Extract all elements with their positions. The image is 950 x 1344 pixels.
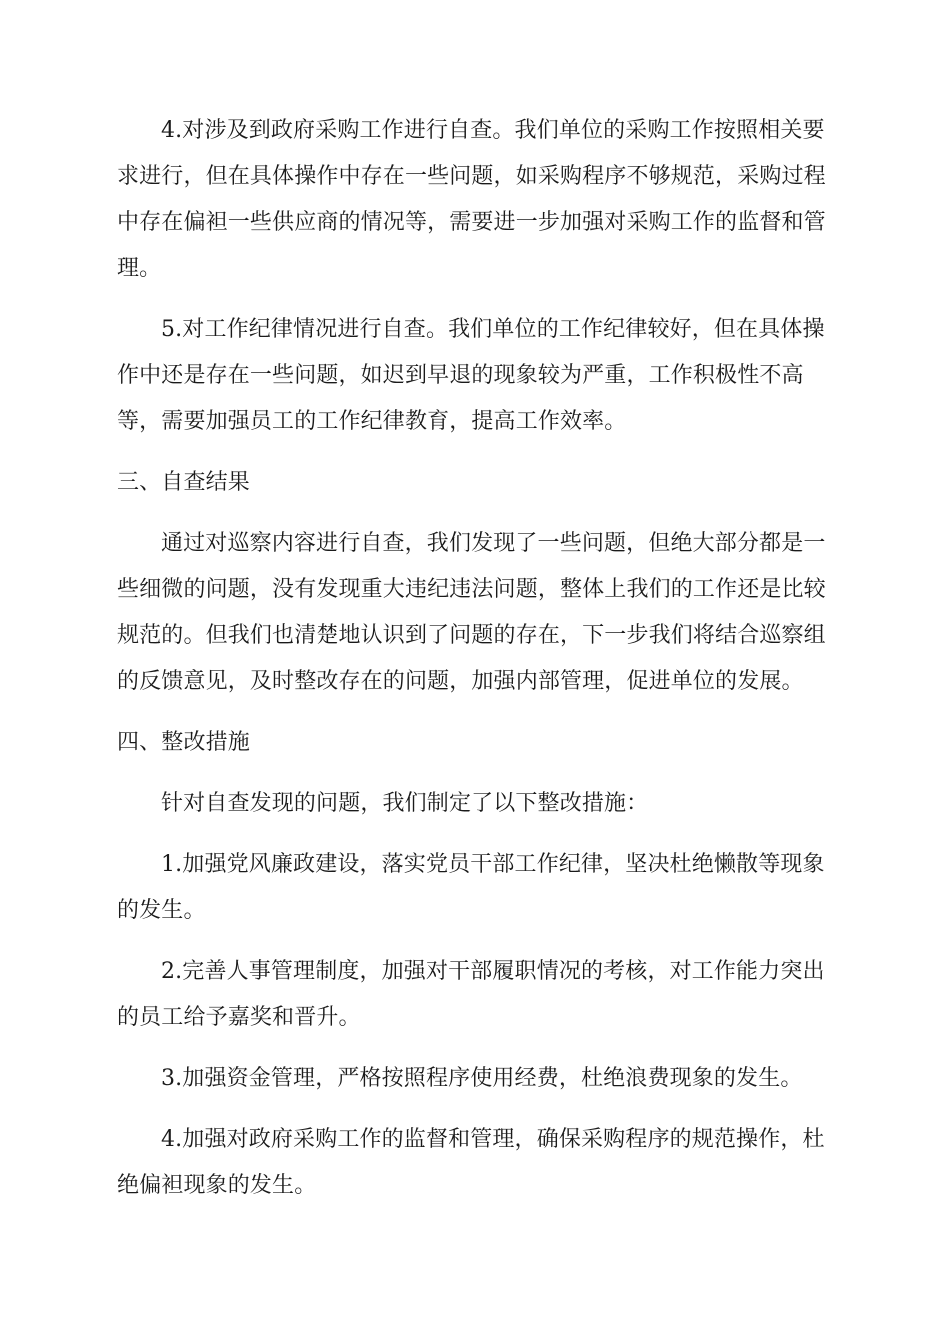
section-heading-measures: 四、整改措施: [117, 730, 250, 755]
paragraph-gap: [117, 445, 833, 460]
paragraph-gap: [117, 292, 833, 307]
list-item-measure-4: 4.加强对政府采购工作的监督和管理，确保采购程序的规范操作，杜绝偏袒现象的发生。: [117, 1127, 825, 1198]
section-heading-results: 三、自查结果: [117, 470, 250, 495]
paragraph-procurement-check: 4.对涉及到政府采购工作进行自查。我们单位的采购工作按照相关要求进行，但在具体操作中存在一些问题，如采购程序不够规范，采购过程中存在偏袒一些供应商的情况等，需要进一步加强对采购工作的监督和管理。: [117, 118, 826, 281]
paragraph-gap: [117, 1041, 833, 1056]
list-item-measure-1: 1.加强党风廉政建设，落实党员干部工作纪律，坚决杜绝懒散等现象的发生。: [117, 852, 825, 923]
paragraph-gap: [117, 934, 833, 949]
paragraph-gap: [117, 705, 833, 720]
paragraph-measures-intro: 针对自查发现的问题，我们制定了以下整改措施：: [161, 791, 649, 816]
paragraph-gap: [117, 766, 833, 781]
list-item-measure-2: 2.完善人事管理制度，加强对干部履职情况的考核，对工作能力突出的员工给予嘉奖和晋升。: [117, 959, 825, 1030]
paragraph-results: 通过对巡察内容进行自查，我们发现了一些问题，但绝大部分都是一些细微的问题，没有发现重大违纪违法问题，整体上我们的工作还是比较规范的。但我们也清楚地认识到了问题的存在，下一步我们将结合巡察组的反馈意见，及时整改存在的问题，加强内部管理，促进单位的发展。: [117, 531, 826, 694]
paragraph-discipline-check: 5.对工作纪律情况进行自查。我们单位的工作纪律较好，但在具体操作中还是存在一些问题，如迟到早退的现象较为严重，工作积极性不高等，需要加强员工的工作纪律教育，提高工作效率。: [117, 317, 825, 434]
paragraph-gap: [117, 1102, 833, 1117]
paragraph-gap: [117, 506, 833, 521]
document-body: [117, 108, 833, 1209]
list-item-measure-3: 3.加强资金管理，严格按照程序使用经费，杜绝浪费现象的发生。: [161, 1066, 803, 1091]
paragraph-gap: [117, 827, 833, 842]
